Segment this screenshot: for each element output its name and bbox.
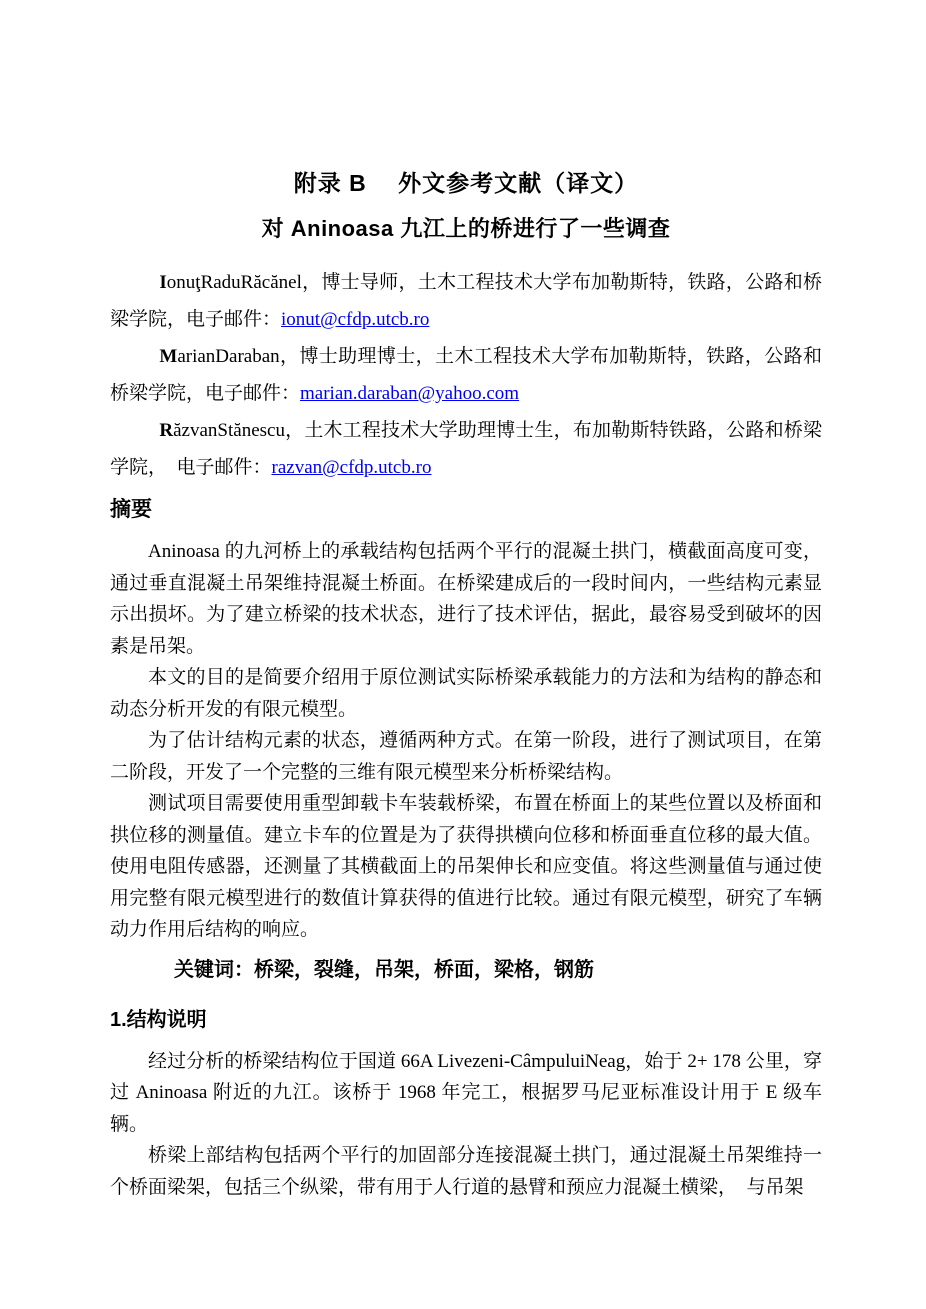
author-info-3: ăzvanStănescu，土木工程技术大学助理博士生，布加勒斯特铁路，公路和桥梁学院， 电子邮件： xyxy=(110,420,822,478)
paper-title: 对 Aninoasa 九江上的桥进行了一些调查 xyxy=(261,216,671,241)
abstract-paragraph-2: 本文的目的是简要介绍用于原位测试实际桥梁承载能力的方法和为结构的静态和动态分析开发的有限元模型。 xyxy=(110,667,822,720)
section-1-paragraph-2: 桥梁上部结构包括两个平行的加固部分连接混凝土拱门，通过混凝土吊架维持一个桥面梁架，包括三个纵梁，带有用于人行道的悬臂和预应力混凝土横梁， 与吊架 xyxy=(110,1145,822,1198)
section-1-heading: 1.结构说明 xyxy=(110,1008,207,1031)
email-link-2[interactable]: marian.daraban@yahoo.com xyxy=(300,383,520,404)
author-paragraph-2 xyxy=(110,338,822,412)
abstract-heading: 摘要 xyxy=(110,498,152,521)
author-info-1: onuţRaduRăcănel，博士导师，土木工程技术大学布加勒斯特，铁路，公路和桥梁学院，电子邮件： xyxy=(110,272,822,330)
author-paragraph-3 xyxy=(110,412,822,486)
abstract-paragraph-4: 测试项目需要使用重型卸载卡车装载桥梁，布置在桥面上的某些位置以及桥面和拱位移的测量值。建立卡车的位置是为了获得拱横向位移和桥面垂直位移的最大值。使用电阻传感器，还测量了其横截面上的吊架伸长和应变值。将这些测量值与通过使用完整有限元模型进行的数值计算获得的值进行比较。通过有限元模型，研究了车辆动力作用后结构的响应。 xyxy=(110,793,822,940)
author-paragraph-1 xyxy=(110,264,822,338)
section-1-paragraph-1: 经过分析的桥梁结构位于国道 66A Livezeni-CâmpuluiNeag，始于 2+ 178 公里，穿过 Aninoasa 附近的九江。该桥于 1968 年完工，根据罗马尼亚标准设计用于 E 级车辆。 xyxy=(110,1050,822,1135)
keywords-line: 关键词：桥梁，裂缝，吊架，桥面，梁格，钢筋 xyxy=(174,958,594,981)
author-initial-1: I xyxy=(159,272,167,293)
author-initial-2: M xyxy=(159,346,178,367)
email-link-3[interactable]: razvan@cfdp.utcb.ro xyxy=(271,457,432,478)
author-info-2: arianDaraban，博士助理博士，土木工程技术大学布加勒斯特，铁路，公路和桥梁学院，电子邮件： xyxy=(110,346,822,404)
abstract-paragraph-3: 为了估计结构元素的状态，遵循两种方式。在第一阶段，进行了测试项目，在第二阶段，开发了一个完整的三维有限元模型来分析桥梁结构。 xyxy=(110,730,822,783)
author-initial-3: R xyxy=(159,420,174,441)
appendix-title: 附录 B 外文参考文献（译文） xyxy=(293,170,639,196)
abstract-paragraph-1: Aninoasa 的九河桥上的承载结构包括两个平行的混凝土拱门，横截面高度可变，通过垂直混凝土吊架维持混凝土桥面。在桥梁建成后的一段时间内，一些结构元素显示出损坏。为了建立桥梁的技术状态，进行了技术评估，据此，最容易受到破坏的因素是吊架。 xyxy=(110,541,822,657)
email-link-1[interactable]: ionut@cfdp.utcb.ro xyxy=(281,309,430,330)
